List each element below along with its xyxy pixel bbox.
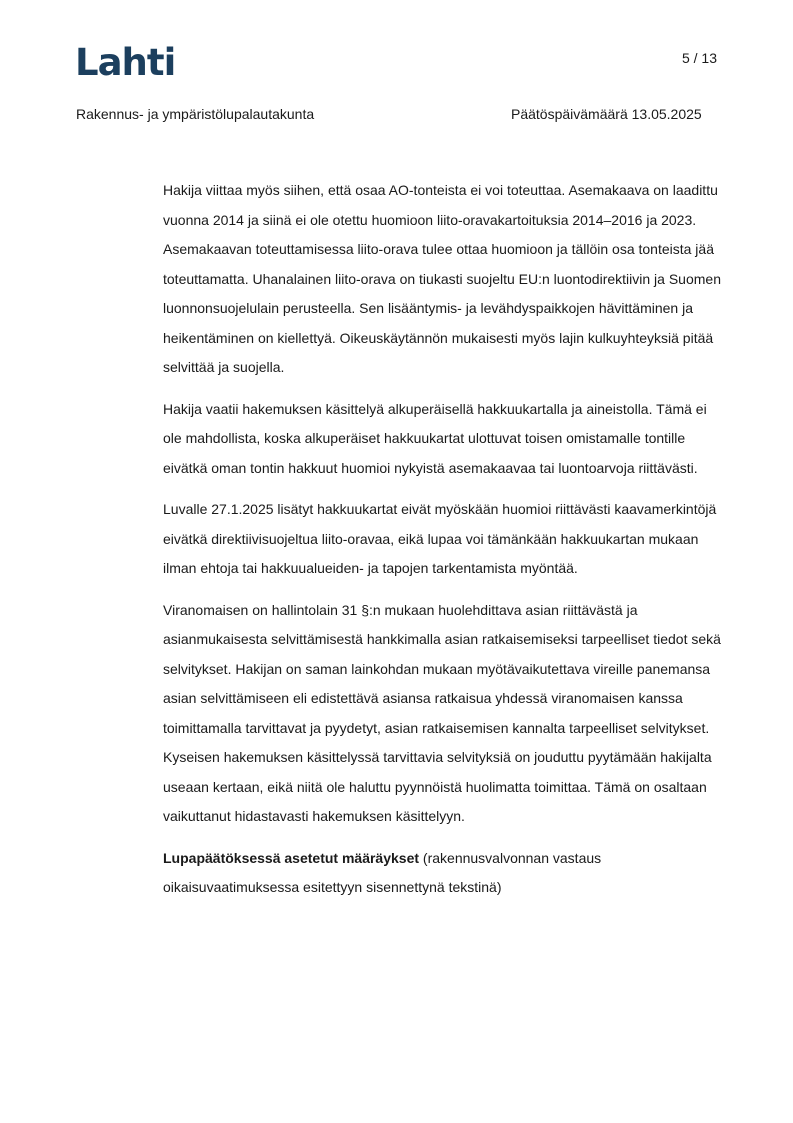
document-body <box>163 176 723 915</box>
paragraph: Hakija viittaa myös siihen, että osaa AO-tonteista ei voi toteuttaa. Asemakaava on laadittu vuonna 2014 ja siinä ei ole otettu huomioon liito-oravakartoituksia 2014–2016 ja 2023. Asemakaavan toteuttamisessa liito-orava tulee ottaa huomioon ja tällöin osa tonteista jää toteuttamatta. Uhanalainen liito-orava on tiukasti suojeltu EU:n luontodirektiivin ja Suomen luonnonsuojelulain perusteella. Sen lisääntymis- ja levähdyspaikkojen hävittäminen ja heikentäminen on kiellettyä. Oikeuskäytännön mukaisesti myös lajin kulkuyhteyksiä pitää selvittää ja suojella. <box>163 182 721 375</box>
section-heading: Lupapäätöksessä asetetut määräykset <box>163 849 420 866</box>
organization-name: Rakennus- ja ympäristölupalautakunta <box>76 106 315 122</box>
final-paragraph <box>163 844 723 903</box>
lahti-logo: Lahti <box>75 41 176 84</box>
paragraph: Viranomaisen on hallintolain 31 §:n mukaan huolehdittava asian riittävästä ja asianmukaisesta selvittämisestä hankkimalla asian ratkaisemiseksi tarpeelliset tiedot sekä selvitykset. Hakijan on saman lainkohdan mukaan myötävaikutettava vireille panemansa asian selvittämiseen eli edistettävä asiansa ratkaisua yhdessä viranomaisen kanssa toimittamalla tarvittavat ja pyydetyt, asian ratkaisemisen kannalta tarpeelliset selvitykset. Kyseisen hakemuksen käsittelyssä tarvittavia selvityksiä on jouduttu pyytämään hakijalta useaan kertaan, eikä niitä ole haluttu pyynnöistä huolimatta toimittaa. Tämä on osaltaan vaikuttanut hidastavasti hakemuksen käsittelyyn. <box>163 601 721 824</box>
paragraph: Hakija vaatii hakemuksen käsittelyä alkuperäisellä hakkuukartalla ja aineistolla. Tämä ei ole mahdollista, koska alkuperäiset hakkuukartat ulottuvat toisen omistamalle tontille eivätkä oman tontin hakkuut huomioi nykyistä asemakaavaa tai luontoarvoja riittävästi. <box>163 400 707 476</box>
section-heading-note: (rakennusvalvonnan vastaus oikaisuvaatimuksessa esitettyyn sisennettynä tekstinä) <box>163 849 602 895</box>
decision-date: Päätöspäivämäärä 13.05.2025 <box>511 106 702 122</box>
page-number: 5 / 13 <box>681 50 717 66</box>
paragraph: Luvalle 27.1.2025 lisätyt hakkuukartat eivät myöskään huomioi riittävästi kaavamerkintöjä eivätkä direktiivisuojeltua liito-oravaa, eikä lupaa voi tämänkään hakkuukartan mukaan ilman ehtoja tai hakkuualueiden- ja tapojen tarkentamista myöntää. <box>163 501 717 576</box>
